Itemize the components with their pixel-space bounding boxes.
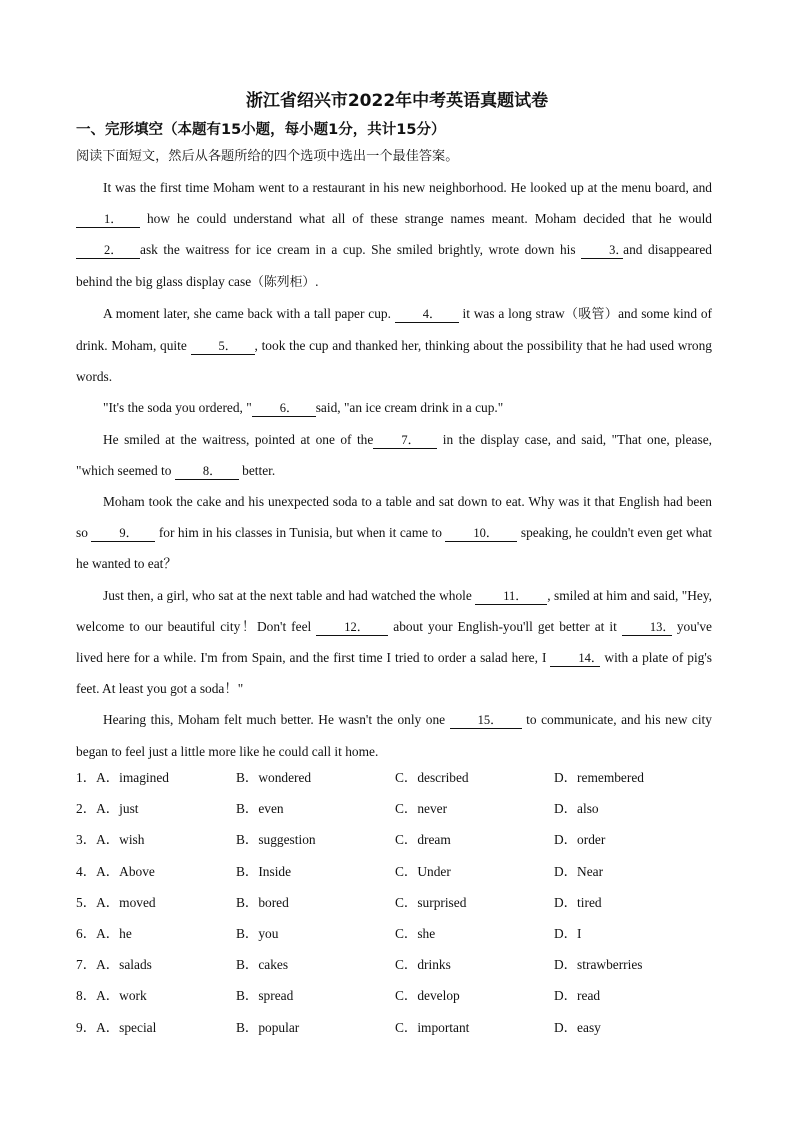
paragraph-5 [76, 486, 712, 580]
paragraph-2 [76, 298, 712, 393]
blank-9: 9． [91, 526, 155, 542]
paragraph-6 [76, 580, 712, 705]
option-a: A．special [96, 1019, 157, 1035]
passage-text: "It's the soda you ordered, " [103, 400, 252, 416]
paragraph-1 [76, 172, 712, 298]
blank-13: 13． [622, 620, 672, 636]
question-number: 4． [76, 863, 97, 879]
question-number: 3． [76, 832, 97, 848]
option-row [76, 1015, 736, 1046]
option-c: C．she [395, 925, 436, 941]
question-number: 5． [76, 894, 97, 910]
blank-14: 14． [550, 651, 600, 667]
blank-10: 10． [445, 526, 517, 542]
cloze-passage [76, 172, 712, 767]
option-a: A．just [96, 801, 139, 817]
passage-text: A moment later, she came back with a tall paper cup. [103, 305, 395, 321]
section-heading: 一、完形填空（本题有15小题，每小题1分，共计15分） [76, 122, 446, 138]
option-b: B．Inside [236, 863, 292, 879]
option-a: A．moved [96, 894, 156, 910]
option-row [76, 983, 736, 1014]
blank-7: 7． [373, 433, 437, 449]
answer-options [76, 765, 736, 1046]
question-number: 7． [76, 957, 97, 973]
blank-5: 5． [191, 339, 255, 355]
paragraph-7 [76, 704, 712, 766]
option-row [76, 921, 736, 952]
paragraph-4 [76, 424, 712, 486]
question-number: 1． [76, 770, 97, 785]
option-a: A．salads [96, 957, 152, 973]
passage-text: Moham took the cake and his unexpected soda to a table and sat down to eat. Why was it that English had been so [76, 494, 712, 541]
section-instruction: 阅读下面短文，然后从各题所给的四个选项中选出一个最佳答案。 [76, 149, 459, 164]
option-c: C．dream [395, 832, 451, 848]
option-a: A．work [96, 988, 147, 1004]
blank-12: 12． [316, 620, 388, 636]
option-b: B．you [236, 925, 279, 941]
blank-2: 2． [76, 243, 140, 259]
passage-text: Just then, a girl, who sat at the next table and had watched the whole [103, 587, 476, 603]
question-number: 8． [76, 988, 97, 1004]
option-d: D．order [554, 832, 606, 848]
option-b: B．wondered [236, 770, 312, 785]
passage-text: and some kind of drink. Moham, quite [76, 305, 712, 354]
option-d: D．also [554, 801, 599, 817]
option-c: C．surprised [395, 894, 467, 910]
blank-11: 11． [475, 589, 547, 605]
blank-4: 4． [395, 307, 459, 323]
passage-text: Hearing this, Moham felt much better. He wasn't the only one [103, 712, 450, 728]
option-b: B．popular [236, 1019, 300, 1035]
blank-3: 3． [581, 243, 623, 259]
passage-text: for him in his classes in Tunisia, but when it came to [155, 525, 446, 541]
option-b: B．even [236, 801, 284, 817]
option-d: D．read [554, 988, 601, 1004]
paragraph-3 [76, 392, 712, 423]
passage-text: It was the first time Moham went to a restaurant in his new neighborhood. He looked up at the menu board, and [103, 180, 712, 195]
passage-text: and disappeared behind the big glass display case [76, 242, 712, 289]
passage-text: to communicate, and his new city began to feel just a little more like he could call it home. [76, 712, 712, 759]
option-row [76, 890, 736, 921]
passage-text: , smiled at him and said, "Hey, welcome to our beautiful city！Don't feel [76, 587, 712, 634]
question-number: 2． [76, 801, 97, 817]
option-d: D．easy [554, 1019, 601, 1035]
option-c: C．Under [395, 863, 451, 879]
question-number: 9． [76, 1019, 97, 1035]
option-b: B．suggestion [236, 832, 316, 848]
passage-text: , took the cup and thanked her, thinking about the possibility that he had used wrong words. [76, 338, 713, 385]
option-d: D．Near [554, 863, 604, 879]
option-d: D．remembered [554, 770, 644, 785]
option-c: C．develop [395, 988, 460, 1004]
passage-text: it was a long straw [458, 305, 565, 321]
option-row [76, 796, 736, 827]
option-row [76, 952, 736, 983]
blank-8: 8． [175, 464, 239, 480]
passage-text: speaking, he couldn't even get what he wanted to eat？ [76, 525, 712, 572]
option-d: D．tired [554, 894, 602, 910]
passage-text: about your English-you'll get better at it [388, 618, 622, 634]
option-c: C．important [395, 1019, 470, 1035]
passage-text: ask the waitress for ice cream in a cup. She smiled brightly, wrote down his [140, 242, 582, 258]
passage-text: He smiled at the waitress, pointed at one of the [103, 431, 374, 447]
option-a: A．wish [96, 832, 145, 848]
blank-1: 1． [76, 212, 140, 228]
option-c: C．never [395, 801, 448, 817]
option-b: B．bored [236, 894, 289, 910]
passage-text: . [315, 273, 319, 289]
blank-6: 6． [252, 401, 316, 417]
option-d: D．strawberries [554, 957, 643, 973]
option-b: B．cakes [236, 957, 289, 973]
passage-text: said, "an ice cream drink in a cup." [315, 400, 504, 416]
passage-gloss: （陈列柜） [251, 274, 316, 290]
option-c: C．described [395, 770, 469, 785]
option-a: A．Above [96, 863, 155, 879]
blank-15: 15． [450, 713, 522, 729]
passage-text: better. [238, 462, 276, 478]
question-number: 6． [76, 925, 97, 941]
option-a: A．he [96, 925, 132, 941]
option-row [76, 765, 736, 796]
option-row [76, 827, 736, 858]
page-title: 浙江省绍兴市2022年中考英语真题试卷 [245, 91, 549, 111]
passage-text: how he could understand what all of these strange names meant. Moham decided that he would [140, 211, 712, 227]
passage-text: you've lived here for a while. I'm from Spain, and the first time I tried to order a salad here, I [76, 618, 712, 666]
option-d: D．I [554, 925, 582, 941]
option-row [76, 859, 736, 890]
passage-gloss: （吸管） [564, 306, 619, 322]
option-a: A．imagined [96, 770, 169, 785]
option-b: B．spread [236, 988, 294, 1004]
passage-text: with a plate of pig's feet. At least you got a soda！" [76, 650, 713, 697]
passage-text: in the display case, and said, "That one, please, "which seemed to [76, 431, 712, 478]
option-c: C．drinks [395, 957, 451, 973]
